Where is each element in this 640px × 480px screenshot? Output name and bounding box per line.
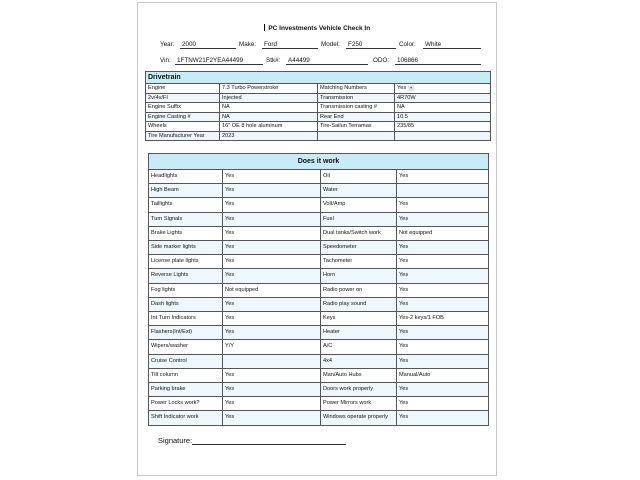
item-label: Reverse Lights (149, 269, 223, 283)
item-label: Dash lights (149, 297, 223, 311)
item-value[interactable]: Y/Y (223, 340, 321, 354)
item-value[interactable]: Yes (397, 354, 489, 368)
item-value[interactable] (397, 184, 489, 198)
item-value[interactable]: Injected (220, 93, 318, 103)
item-label: Engine Suffix (146, 103, 220, 113)
item-value[interactable]: NA (220, 112, 318, 122)
item-label: Matching Numbers (318, 84, 395, 94)
item-value[interactable]: Yes (223, 184, 321, 198)
item-label: Fuel (321, 212, 397, 226)
item-label: Power Mirrors work (321, 397, 397, 411)
item-label: Windows operate properly (321, 411, 397, 425)
signature-area (158, 436, 346, 445)
does-it-work-table (148, 153, 489, 426)
item-label: Rear End (318, 112, 395, 122)
item-label: Flashers(Int/Ext) (149, 326, 223, 340)
works-row (149, 340, 489, 354)
item-value[interactable]: Yes (223, 312, 321, 326)
works-row (149, 326, 489, 340)
item-label (318, 131, 395, 141)
item-label: 4x4 (321, 354, 397, 368)
make-field[interactable]: Ford (262, 41, 318, 49)
item-label: Oil (321, 170, 397, 184)
works-row (149, 312, 489, 326)
item-label: Turn Signals (149, 212, 223, 226)
item-value[interactable]: Yes (397, 198, 489, 212)
vin-label: Vin: (160, 57, 171, 64)
item-label: Power Locks work? (149, 397, 223, 411)
works-row (149, 354, 489, 368)
color-label: Color: (399, 41, 416, 48)
works-row (149, 198, 489, 212)
signature-line[interactable] (192, 436, 346, 445)
item-label: High Beam (149, 184, 223, 198)
item-value[interactable]: Yes (397, 269, 489, 283)
works-row (149, 383, 489, 397)
item-label: A/C (321, 340, 397, 354)
item-value[interactable]: Yes (397, 326, 489, 340)
year-label: Year: (160, 41, 175, 48)
title-text: PC Investments Vehicle Check In (268, 25, 371, 32)
item-label: License plate lights (149, 255, 223, 269)
item-value[interactable]: Yes (223, 170, 321, 184)
drivetrain-row (146, 122, 491, 132)
item-label: Man/Auto Hubs (321, 368, 397, 382)
item-label: Radio play sound (321, 297, 397, 311)
item-label: Horn (321, 269, 397, 283)
item-value[interactable]: 4R70W (395, 93, 491, 103)
works-row (149, 212, 489, 226)
item-label: Shift Indicator work (149, 411, 223, 425)
item-value[interactable]: Yes (397, 283, 489, 297)
color-field[interactable]: White (423, 41, 481, 49)
dropdown-chevron-icon[interactable]: ▾ (410, 84, 413, 90)
works-row (149, 368, 489, 382)
item-label: Radio power on (321, 283, 397, 297)
item-value[interactable]: 235/85 (395, 122, 491, 132)
item-label: Parking brake (149, 383, 223, 397)
item-label: Engine Casting # (146, 112, 220, 122)
item-value[interactable]: Yes (397, 411, 489, 425)
item-label: 2v/4v/FI (146, 93, 220, 103)
item-value[interactable]: 2023 (220, 131, 318, 141)
item-label: Brake Lights (149, 226, 223, 240)
item-label: Volt/Amp (321, 198, 397, 212)
drivetrain-row (146, 84, 491, 94)
make-label: Make: (239, 41, 257, 48)
item-value[interactable]: 16" OE 8 hole aluminum (220, 122, 318, 132)
drivetrain-table (145, 71, 491, 141)
drivetrain-row (146, 112, 491, 122)
works-row (149, 297, 489, 311)
text-cursor (264, 24, 266, 31)
drivetrain-header: Drivetrain (146, 72, 491, 84)
odo-label: ODO: (373, 57, 390, 64)
item-value[interactable]: Yes (223, 255, 321, 269)
item-value[interactable]: Yes (397, 170, 489, 184)
drivetrain-row (146, 93, 491, 103)
item-value[interactable]: 10.5 (395, 112, 491, 122)
vin-field[interactable]: 1FTNW21F2YEA44499 (175, 57, 263, 65)
document-title (138, 24, 496, 32)
item-value[interactable]: Yes-2 keys/1 FOB (397, 312, 489, 326)
stk-field[interactable]: A44499 (286, 57, 368, 65)
item-value[interactable]: Not equipped (397, 226, 489, 240)
item-value[interactable] (395, 131, 491, 141)
item-value[interactable]: NA (220, 103, 318, 113)
item-value[interactable]: Yes (223, 411, 321, 425)
item-label: Heater (321, 326, 397, 340)
item-label: Taillights (149, 198, 223, 212)
item-value[interactable]: Yes (223, 198, 321, 212)
model-field[interactable]: F250 (346, 41, 396, 49)
drivetrain-row (146, 131, 491, 141)
works-row (149, 226, 489, 240)
item-label: Tachometer (321, 255, 397, 269)
item-label: Dual tanks/Switch work (321, 226, 397, 240)
model-label: Model: (321, 41, 340, 48)
item-value[interactable]: Yes (223, 226, 321, 240)
year-field[interactable]: 2000 (180, 41, 236, 49)
item-value[interactable]: Yes (223, 269, 321, 283)
item-value[interactable]: Yes ▾ (395, 84, 491, 94)
item-value[interactable]: Yes (223, 212, 321, 226)
item-value[interactable]: Yes (223, 368, 321, 382)
signature-label: Signature: (158, 436, 193, 445)
item-label: Speedometer (321, 241, 397, 255)
item-label: Water (321, 184, 397, 198)
item-value[interactable]: 7.3 Turbo Powerstroke (220, 84, 318, 94)
item-label: Tilt column (149, 368, 223, 382)
item-value[interactable]: NA (395, 103, 491, 113)
item-value[interactable]: Yes (397, 297, 489, 311)
item-value[interactable]: Yes (397, 340, 489, 354)
item-value[interactable]: Yes (223, 383, 321, 397)
works-row (149, 170, 489, 184)
item-label: Transmission casting # (318, 103, 395, 113)
item-label: Side marker lights (149, 241, 223, 255)
works-row (149, 184, 489, 198)
item-label: Int Turn Indicators (149, 312, 223, 326)
odo-field[interactable]: 106866 (395, 57, 481, 65)
item-value[interactable]: Yes (397, 241, 489, 255)
works-row (149, 269, 489, 283)
item-value[interactable]: Not equipped (223, 283, 321, 297)
item-label: Doors work properly (321, 383, 397, 397)
item-label: Fog lights (149, 283, 223, 297)
item-label: Engine (146, 84, 220, 94)
works-row (149, 283, 489, 297)
does-it-work-header: Does it work (149, 154, 489, 170)
item-label: Cruise Control (149, 354, 223, 368)
item-value[interactable]: Yes (223, 297, 321, 311)
item-value[interactable]: Yes (223, 241, 321, 255)
item-value[interactable]: Yes (397, 397, 489, 411)
item-value[interactable]: Yes (397, 383, 489, 397)
stk-label: Stk#: (266, 57, 281, 64)
item-value[interactable]: Yes (223, 397, 321, 411)
works-row (149, 241, 489, 255)
item-label: Keys (321, 312, 397, 326)
item-label: Transmission (318, 93, 395, 103)
item-label: Headlights (149, 170, 223, 184)
item-value[interactable]: Yes (397, 255, 489, 269)
item-value[interactable] (223, 354, 321, 368)
drivetrain-row (146, 103, 491, 113)
check-in-document (137, 2, 497, 476)
item-label: Wheels (146, 122, 220, 132)
works-row (149, 397, 489, 411)
item-label: Wipers/washer (149, 340, 223, 354)
works-row (149, 255, 489, 269)
item-label: Tire-Sailun Terramax (318, 122, 395, 132)
item-value[interactable]: Yes (223, 326, 321, 340)
item-value[interactable]: Yes (397, 212, 489, 226)
item-label: Tire Manufacturer Year (146, 131, 220, 141)
item-value[interactable]: Manual/Auto (397, 368, 489, 382)
works-row (149, 411, 489, 425)
